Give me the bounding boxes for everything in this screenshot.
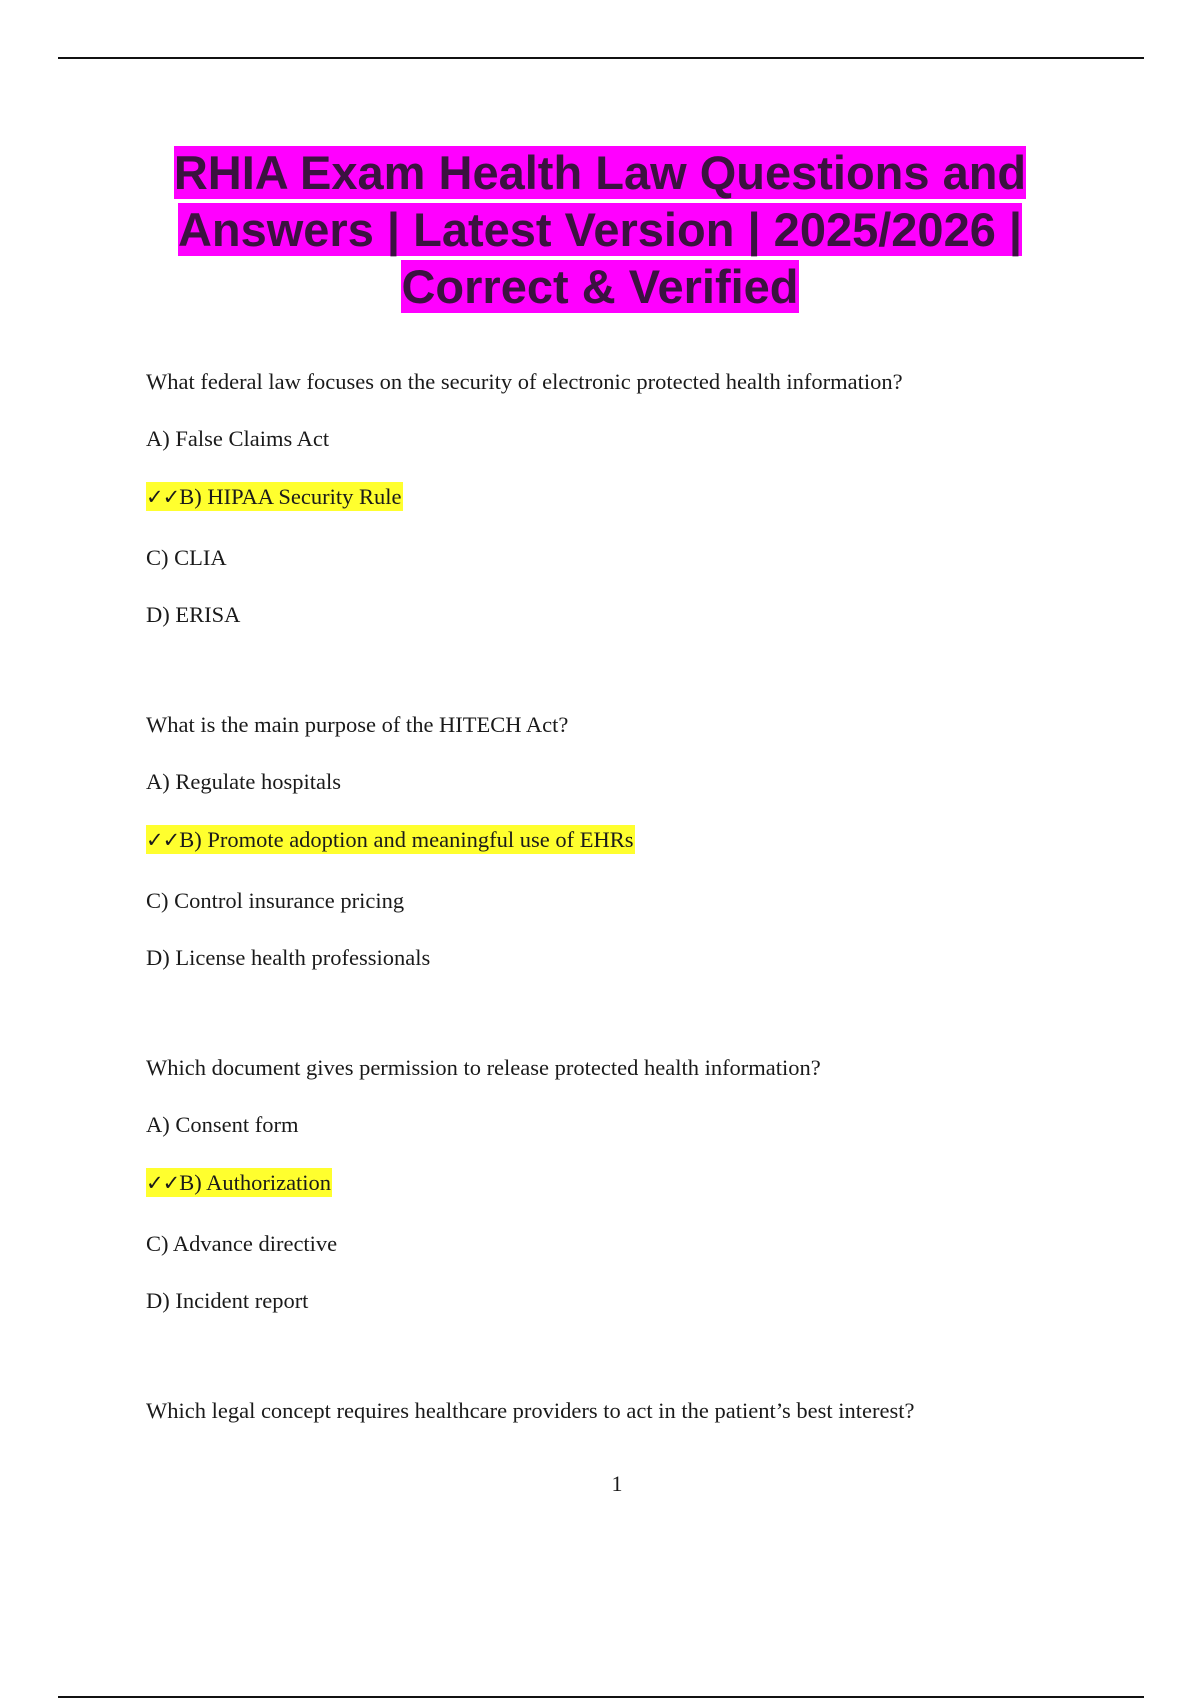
option-text: C) CLIA (146, 545, 227, 570)
correct-answer-highlight (146, 482, 403, 511)
top-rule (58, 57, 1144, 59)
option-text: C) Control insurance pricing (146, 888, 405, 913)
option-text: B) Authorization (179, 1170, 332, 1195)
bottom-rule (58, 1696, 1144, 1698)
option-text: B) HIPAA Security Rule (179, 484, 402, 509)
page-number: 1 (611, 1471, 623, 1496)
double-check-icon: ✓✓ (146, 485, 180, 509)
answer-option (146, 944, 430, 972)
answer-option (146, 887, 404, 915)
question-text: Which document gives permission to release protected health information? (146, 1055, 821, 1080)
option-text: A) False Claims Act (146, 426, 330, 451)
title-block (100, 144, 1100, 315)
double-check-icon: ✓✓ (146, 828, 180, 852)
correct-answer-option (146, 826, 635, 854)
correct-answer-highlight (146, 825, 635, 854)
document-title: RHIA Exam Health Law Questions and Answers | Latest Version | 2025/2026 | Correct & Verified (173, 146, 1027, 313)
option-text: D) License health professionals (146, 945, 431, 970)
option-text: A) Consent form (146, 1112, 299, 1137)
answer-option (146, 1230, 337, 1258)
question-text: What is the main purpose of the HITECH Act? (146, 712, 569, 737)
correct-answer-option (146, 483, 403, 511)
correct-answer-option (146, 1169, 332, 1197)
option-text: C) Advance directive (146, 1231, 338, 1256)
answer-option (146, 768, 341, 796)
answer-option (146, 544, 227, 572)
option-text: D) ERISA (146, 602, 241, 627)
correct-answer-highlight (146, 1168, 332, 1197)
answer-option (146, 601, 240, 629)
question-text: What federal law focuses on the security of electronic protected health information? (146, 369, 903, 394)
answer-option (146, 1111, 298, 1139)
double-check-icon: ✓✓ (146, 1171, 180, 1195)
question-text: Which legal concept requires healthcare providers to act in the patient’s best interest? (146, 1398, 915, 1423)
answer-option (146, 425, 329, 453)
option-text: D) Incident report (146, 1288, 309, 1313)
answer-option (146, 1287, 308, 1315)
option-text: A) Regulate hospitals (146, 769, 341, 794)
option-text: B) Promote adoption and meaningful use of EHRs (179, 827, 634, 852)
